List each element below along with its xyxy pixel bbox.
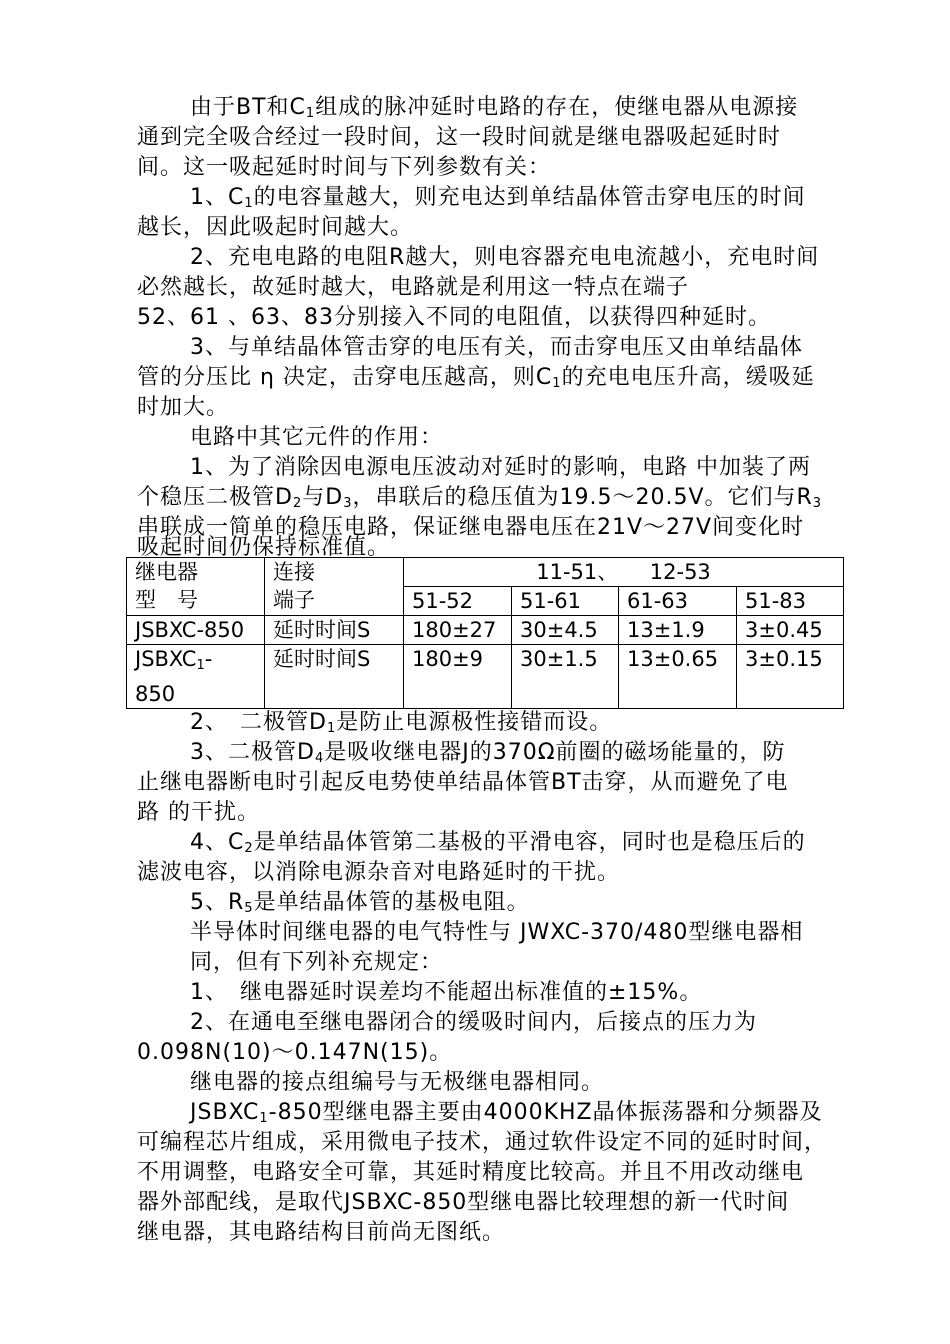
text-line: 必然越长，故延时越大，电路就是利用这一特点在端子 xyxy=(137,275,690,300)
value-cell: 13±0.65 xyxy=(619,645,737,709)
text-line: 吸起时间仍保持标准值。 xyxy=(137,535,391,560)
terminal-group-header: 11-51、 12-53 xyxy=(404,558,844,587)
column-header: 51-61 xyxy=(512,587,619,616)
text-line: 管的分压比 η 决定，击穿电压越高，则$C_1$的充电电压升高，缓吸延 xyxy=(137,365,815,391)
value-cell: 30±4.5 xyxy=(512,616,619,645)
text-line: 止继电器断电时引起反电势使单结晶体管BT击穿，从而避免了电 xyxy=(137,770,789,795)
text-line: 2、在通电至继电器闭合的缓吸时间内，后接点的压力为 xyxy=(190,1010,757,1035)
text-line: 同，但有下列补充规定： xyxy=(190,950,444,975)
value-cell: 30±1.5 xyxy=(512,645,619,709)
column-header: 61-63 xyxy=(619,587,737,616)
relay-delay-table xyxy=(126,557,844,709)
text-line: 3、二极管$D_4$是吸收继电器J的370Ω前圈的磁场能量的，防 xyxy=(190,740,786,766)
text-line: 个稳压二极管$D_2$与$D_3$，串联后的稳压值为19.5～20.5V。它们与$R_3$ xyxy=(137,485,823,511)
terminal-header-cell: 连接 端子 xyxy=(265,558,404,616)
text-line: 继电器的接点组编号与无极继电器相同。 xyxy=(190,1070,605,1095)
column-header: 51-83 xyxy=(737,587,844,616)
value-cell: 180±9 xyxy=(404,645,512,709)
type-cell: 延时时间S xyxy=(265,645,404,709)
text-line: 4、$C_2$是单结晶体管第二基极的平滑电容，同时也是稳压后的 xyxy=(190,830,806,856)
text-line: 1、$C_1$的电容量越大，则充电达到单结晶体管击穿电压的时间 xyxy=(190,185,806,211)
text-line: 器外部配线，是取代JSBXC-850型继电器比较理想的新一代时间 xyxy=(137,1190,790,1215)
value-cell: 3±0.15 xyxy=(737,645,844,709)
table-header-row xyxy=(127,558,844,587)
model-cell: $JSBXC_1-$ 850 xyxy=(127,645,265,709)
table-row xyxy=(127,616,844,645)
text-line: 半导体时间继电器的电气特性与 JWXC-370/480型继电器相 xyxy=(190,920,804,945)
text-line: 2、充电电路的电阻R越大，则电容器充电电流越小，充电时间 xyxy=(190,245,820,270)
model-header-cell: 继电器 型 号 xyxy=(127,558,265,616)
column-header: 51-52 xyxy=(404,587,512,616)
text-line: 52、61 、63、83分别接入不同的电阻值，以获得四种延时。 xyxy=(137,305,771,330)
text-line: 1、 继电器延时误差均不能超出标准值的±15%。 xyxy=(190,980,703,1005)
table-row xyxy=(127,645,844,709)
text-line: 时加大。 xyxy=(137,395,230,420)
text-line: 继电器，其电路结构目前尚无图纸。 xyxy=(137,1220,506,1245)
type-cell: 延时时间S xyxy=(265,616,404,645)
value-cell: 3±0.45 xyxy=(737,616,844,645)
text-line: 间。这一吸起延时时间与下列参数有关： xyxy=(137,155,552,180)
text-line: 串联成一简单的稳压电路，保证继电器电压在21V～27V间变化时 xyxy=(137,515,805,540)
text-line: 路 的干扰。 xyxy=(137,800,260,825)
text-line: 电路中其它元件的作用： xyxy=(190,425,444,450)
value-cell: 180±27 xyxy=(404,616,512,645)
model-cell: JSBXC-850 xyxy=(127,616,265,645)
text-line: 不用调整，电路安全可靠，其延时精度比较高。并且不用改动继电 xyxy=(137,1160,805,1185)
text-line: 可编程芯片组成，采用微电子技术，通过软件设定不同的延时时间， xyxy=(137,1130,828,1155)
text-line: 由于BT和$C_1$组成的脉冲延时电路的存在，使继电器从电源接 xyxy=(190,95,799,121)
text-line: $JSBXC_1-850$型继电器主要由4000KHZ晶体振荡器和分频器及 xyxy=(190,1100,823,1126)
text-line: 0.098N(10)～0.147N(15)。 xyxy=(137,1040,453,1065)
text-line: 5、$R_5$是单结晶体管的基极电阻。 xyxy=(190,890,530,916)
text-line: 3、与单结晶体管击穿的电压有关，而击穿电压又由单结晶体 xyxy=(190,335,803,360)
value-cell: 13±1.9 xyxy=(619,616,737,645)
text-line: 越长，因此吸起时间越大。 xyxy=(137,215,414,240)
text-line: 滤波电容，以消除电源杂音对电路延时的干扰。 xyxy=(137,860,621,885)
text-line: 2、 二极管$D_1$是防止电源极性接错而设。 xyxy=(190,710,613,736)
text-line: 1、为了消除因电源电压波动对延时的影响，电路 中加装了两 xyxy=(190,455,811,480)
text-line: 通到完全吸合经过一段时间，这一段时间就是继电器吸起延时时 xyxy=(137,125,782,150)
